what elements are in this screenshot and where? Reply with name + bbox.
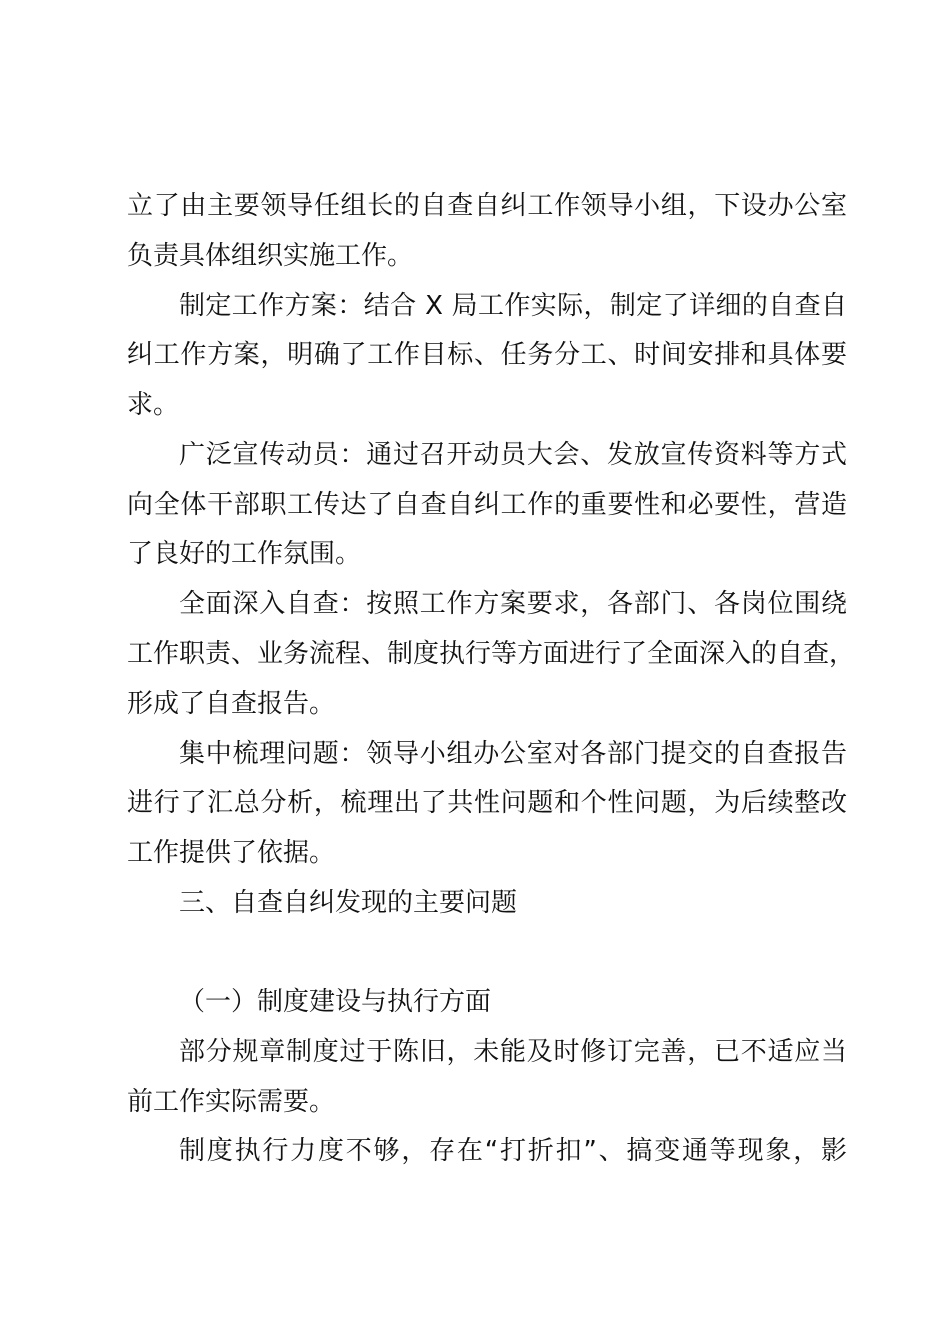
text-line-9: 全面深入自查：按照工作方案要求，各部门、各岗位围绕 xyxy=(179,589,847,619)
text-line-8: 了良好的工作氛围。 xyxy=(127,539,362,569)
section-heading: 三、自查自纠发现的主要问题 xyxy=(179,888,518,918)
text-line-5: 求。 xyxy=(127,390,180,420)
text-line-10: 工作职责、业务流程、制度执行等方面进行了全面深入的自查， xyxy=(127,639,856,669)
text-line-1: 立了由主要领导任组长的自查自纠工作领导小组，下设办公室 xyxy=(127,191,847,221)
text-line-17: 部分规章制度过于陈旧，未能及时修订完善，已不适应当 xyxy=(179,1037,847,1067)
subsection-heading: （一）制度建设与执行方面 xyxy=(179,987,492,1017)
text-line-2: 负责具体组织实施工作。 xyxy=(127,241,414,271)
text-line-11: 形成了自查报告。 xyxy=(127,689,336,719)
text-line-12: 集中梳理问题：领导小组办公室对各部门提交的自查报告 xyxy=(179,739,847,769)
text-line-13: 进行了汇总分析，梳理出了共性问题和个性问题，为后续整改 xyxy=(127,788,847,818)
text-line-4: 纠工作方案，明确了工作目标、任务分工、时间安排和具体要 xyxy=(127,340,847,370)
text-line-14: 工作提供了依据。 xyxy=(127,838,336,868)
text-line-3: 制定工作方案：结合 X 局工作实际，制定了详细的自查自 xyxy=(179,291,847,321)
text-line-18: 前工作实际需要。 xyxy=(127,1087,336,1117)
text-line-7: 向全体干部职工传达了自查自纠工作的重要性和必要性，营造 xyxy=(127,490,847,520)
text-line-19: 制度执行力度不够，存在“打折扣”、搞变通等现象，影 xyxy=(179,1136,847,1166)
text-line-6: 广泛宣传动员：通过召开动员大会、发放宣传资料等方式 xyxy=(179,440,847,470)
